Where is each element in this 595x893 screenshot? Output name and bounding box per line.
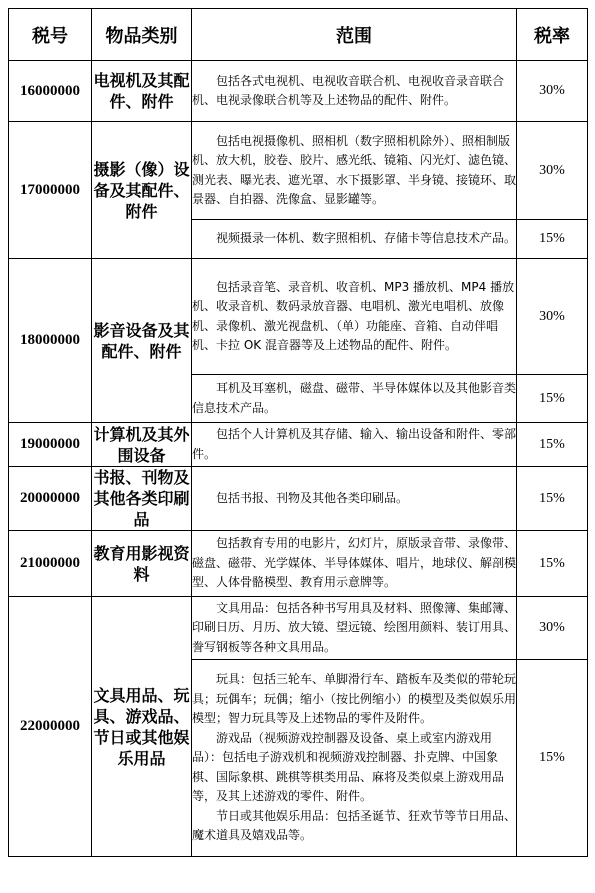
tax-rate-cell: 15% bbox=[517, 423, 588, 467]
tax-rate-cell: 30% bbox=[517, 597, 588, 660]
category-cell: 书报、刊物及其他各类印刷品 bbox=[93, 468, 190, 529]
tariff-code-cell: 22000000 bbox=[9, 597, 92, 857]
scope-paragraph: 包括各式电视机、电视收音联合机、电视收音录音联合机、电视录像联合机等及上述物品的配件、附件。 bbox=[192, 73, 505, 107]
table-row bbox=[9, 423, 588, 467]
header-rate: 税率 bbox=[517, 9, 588, 61]
tax-rate-cell: 30% bbox=[517, 259, 588, 375]
scope-cell bbox=[192, 531, 517, 597]
tariff-table bbox=[8, 8, 588, 857]
scope-cell bbox=[192, 660, 517, 857]
table-row bbox=[9, 467, 588, 531]
category-cell: 电视机及其配件、附件 bbox=[92, 61, 192, 122]
table-row bbox=[9, 122, 588, 220]
tariff-code-cell: 18000000 bbox=[9, 259, 92, 423]
tax-rate-cell: 30% bbox=[517, 122, 588, 220]
scope-cell bbox=[192, 122, 517, 220]
scope-cell bbox=[192, 597, 517, 660]
scope-paragraph: 视频摄录一体机、数字照相机、存储卡等信息技术产品。 bbox=[216, 231, 517, 246]
tariff-code-cell: 19000000 bbox=[9, 423, 92, 467]
tax-rate-cell: 15% bbox=[517, 220, 588, 259]
scope-paragraph: 耳机及耳塞机，磁盘、磁带、半导体媒体以及其他影音类信息技术产品。 bbox=[192, 381, 517, 415]
scope-cell bbox=[192, 220, 517, 259]
header-scope: 范围 bbox=[192, 9, 517, 61]
table-row bbox=[9, 531, 588, 597]
scope-cell bbox=[192, 259, 517, 375]
scope-cell bbox=[192, 61, 517, 122]
tariff-code-cell: 16000000 bbox=[9, 61, 92, 122]
tariff-code-cell: 20000000 bbox=[9, 467, 92, 531]
tax-rate-cell: 15% bbox=[517, 531, 588, 597]
scope-cell bbox=[192, 375, 517, 423]
table-row bbox=[9, 259, 588, 375]
category-cell: 文具用品、玩具、游戏品、节日或其他娱乐用品 bbox=[92, 597, 192, 857]
category-cell: 摄影（像）设备及其配件、附件 bbox=[92, 122, 192, 259]
scope-cell bbox=[192, 467, 517, 531]
header-row bbox=[9, 9, 588, 61]
tax-rate-cell: 30% bbox=[517, 61, 588, 122]
category-cell: 教育用影视资料 bbox=[92, 531, 192, 597]
tariff-code-cell: 17000000 bbox=[9, 122, 92, 259]
tax-rate-cell: 15% bbox=[517, 375, 588, 423]
table-row bbox=[9, 597, 588, 660]
scope-paragraph: 节日或其他娱乐用品：包括圣诞节、狂欢节等节日用品、魔术道具及嬉戏品等。 bbox=[192, 808, 517, 843]
header-category: 物品类别 bbox=[92, 9, 192, 61]
scope-paragraph: 包括个人计算机及其存储、输入、输出设备和附件、零部件。 bbox=[192, 427, 517, 461]
scope-paragraph: 包括书报、刊物及其他各类印刷品。 bbox=[216, 490, 409, 505]
table-row bbox=[9, 61, 588, 122]
tax-rate-cell: 15% bbox=[517, 660, 588, 857]
category-cell: 计算机及其外围设备 bbox=[93, 424, 190, 465]
scope-paragraph: 文具用品：包括各种书写用具及材料、照像簿、集邮簿、印刷日历、月历、放大镜、望远镜、绘图用颜料、装订用具、誊写钢板等各种文具用品。 bbox=[192, 600, 517, 654]
table-body bbox=[9, 61, 588, 857]
scope-paragraph: 包括教育专用的电影片，幻灯片，原版录音带、录像带、磁盘、磁带、光学媒体、半导体媒体、唱片，地球仪、解剖模型、人体骨骼模型、教育用示意牌等。 bbox=[192, 536, 517, 590]
category-cell: 影音设备及其配件、附件 bbox=[92, 259, 192, 423]
scope-paragraph: 游戏品（视频游戏控制器及设备、桌上或室内游戏用品）：包括电子游戏机和视频游戏控制器、扑克牌、中国象棋、国际象棋、跳棋等棋类用品、麻将及类似桌上游戏用品等，及其上述游戏的零件、附件。 bbox=[192, 730, 505, 804]
scope-paragraph: 包括电视摄像机、照相机（数字照相机除外）、照相制版机、放大机，胶卷、胶片、感光纸、镜箱、闪光灯、滤色镜、测光表、曝光表、遮光罩、水下摄影罩、半身镜、接镜环、取景器、自拍器、洗像盒、显影罐等。 bbox=[192, 133, 517, 206]
scope-cell bbox=[192, 423, 517, 467]
header-code: 税号 bbox=[9, 9, 92, 61]
scope-paragraph: 玩具：包括三轮车、单脚滑行车、踏板车及类似的带轮玩具；玩偶车；玩偶；缩小（按比例缩小）的模型及类似娱乐用模型；智力玩具等及上述物品的零件及附件。 bbox=[192, 672, 517, 726]
tariff-code-cell: 21000000 bbox=[9, 531, 92, 597]
tax-rate-cell: 15% bbox=[517, 467, 588, 531]
scope-paragraph: 包括录音笔、录音机、收音机、MP3 播放机、MP4 播放机、收录音机、数码录放音器、电唱机、激光电唱机、放像机、录像机、激光视盘机、（单）功能座、音箱、自动伴唱机、卡拉 OK 混音器等及上述物品的配件、附件。 bbox=[192, 279, 515, 352]
